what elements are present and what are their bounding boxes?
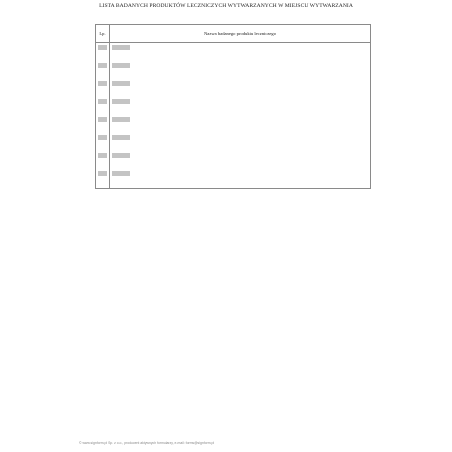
lp-input-field[interactable] — [98, 63, 107, 68]
table-row — [96, 79, 370, 97]
column-header-lp: Lp. — [99, 31, 106, 36]
product-name-input-field[interactable] — [112, 135, 130, 140]
products-table — [95, 24, 371, 189]
table-row — [96, 133, 370, 151]
table-row — [96, 115, 370, 133]
lp-input-field[interactable] — [98, 117, 107, 122]
column-header-product-name: Nazwa badanego produktu leczniczego — [203, 31, 277, 36]
product-name-input-field[interactable] — [112, 171, 130, 176]
table-row — [96, 61, 370, 79]
lp-input-field[interactable] — [98, 81, 107, 86]
product-name-input-field[interactable] — [112, 45, 130, 50]
product-name-input-field[interactable] — [112, 117, 130, 122]
table-row — [96, 43, 370, 61]
table-row — [96, 97, 370, 115]
lp-input-field[interactable] — [98, 45, 107, 50]
page-title: LISTA BADANYCH PRODUKTÓW LECZNICZYCH WYTWARZANYCH W MIEJSCU WYTWARZANIA — [99, 3, 353, 9]
table-header-row — [96, 25, 370, 43]
lp-input-field[interactable] — [98, 135, 107, 140]
product-name-input-field[interactable] — [112, 153, 130, 158]
footer-credits: © www.signform.pl Sp. z o.o., producent aktywnych formularzy, e-mail: forms@signform.pl — [79, 441, 215, 445]
lp-input-field[interactable] — [98, 171, 107, 176]
product-name-input-field[interactable] — [112, 81, 130, 86]
table-row — [96, 169, 370, 187]
product-name-input-field[interactable] — [112, 99, 130, 104]
product-name-input-field[interactable] — [112, 63, 130, 68]
lp-input-field[interactable] — [98, 153, 107, 158]
lp-input-field[interactable] — [98, 99, 107, 104]
table-row — [96, 151, 370, 169]
